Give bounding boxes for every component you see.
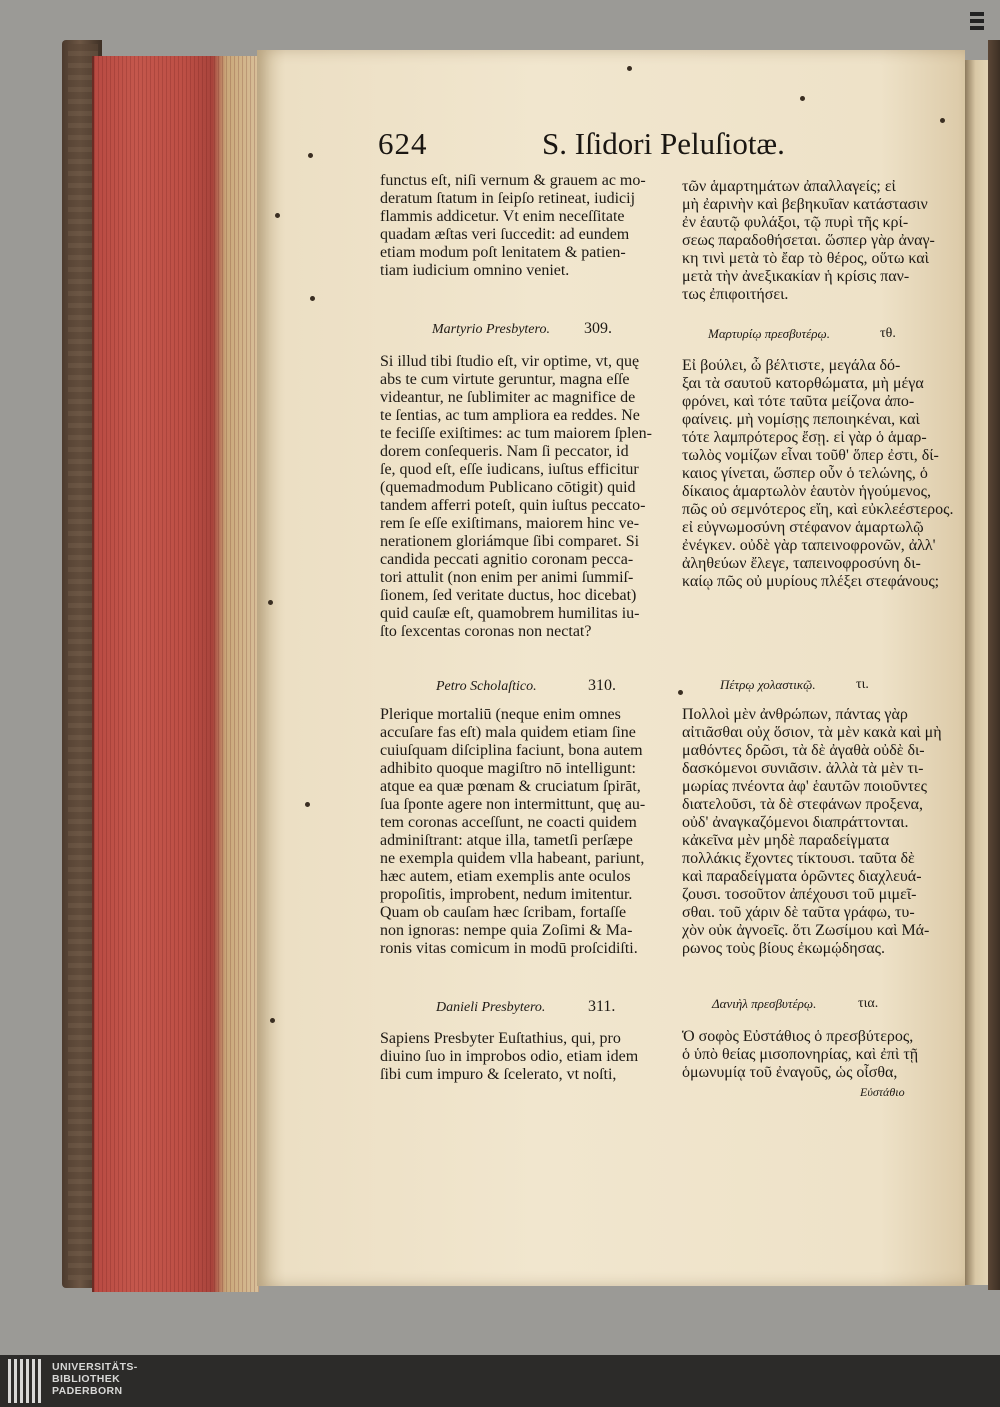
library-name: [52, 1361, 138, 1397]
worm-hole: [270, 1018, 275, 1023]
text-line: φρόνει, καὶ τότε ταῦτα μείζονα ἀπο-: [682, 393, 915, 410]
greek-letter-311-addressee: Δανιὴλ πρεσβυτέρῳ.: [712, 996, 817, 1011]
text-line: ξαι τὰ σαυτοῦ κατορθώματα, μὴ μέγα: [682, 375, 924, 392]
text-line: etiam modum poſt lenitatem & patien-: [380, 244, 626, 261]
text-line: deratum ſtatum in ſeipſo retineat, iudicij: [380, 190, 636, 207]
facing-binding: [988, 40, 1000, 1290]
text-line: non ignoras: nempe quia Zoſimi & Ma-: [380, 922, 633, 939]
text-line: candida peccati agnitio coronam pecca-: [380, 551, 634, 568]
text-line: τως ἐπιφοιτήσει.: [682, 286, 789, 303]
latin-letter-309-heading: [432, 320, 612, 338]
text-line: nerationem gloriámque ſibi comparet. Si: [380, 533, 640, 550]
text-line: accuſare fas eſt) mala quidem etiam ſine: [380, 724, 636, 741]
text-line: ſe, quod eſt, eſſe iudicans, iuſtus efficitur: [380, 461, 639, 478]
text-line: adhibito quoque magiſtro nō intelligunt:: [380, 760, 636, 777]
text-line: κη τινὶ μετὰ τὸ ἔαρ τὸ θέρος, οὕτω καὶ: [682, 250, 929, 267]
text-line: Quam ob cauſam hæc ſcribam, fortaſſe: [380, 904, 627, 921]
worm-hole: [310, 296, 315, 301]
worm-hole: [305, 802, 310, 807]
worm-hole: [940, 118, 945, 123]
text-line: (quemadmodum Publicano cōtigit) quid: [380, 479, 636, 496]
text-line: οὐδ' ἀναγκαζόμενοι διαπράττονται.: [682, 814, 909, 831]
text-line: μὴ ἐαρινὴν καὶ βεβηκυῖαν κατάστασιν: [682, 196, 928, 213]
text-line: dorem conſequeris. Nam ſi peccator, id: [380, 443, 629, 460]
greek-letter-309-number: τθ.: [880, 326, 896, 341]
worm-hole: [678, 690, 683, 695]
text-line: propoſitis, improbent, nedum imitentur.: [380, 886, 633, 903]
text-line: functus eſt, niſi vernum & grauem ac mo-: [380, 172, 646, 189]
library-name-line: UNIVERSITÄTS-: [52, 1361, 138, 1373]
text-line: δασκόμενοι συνιᾶσιν. ἀλλὰ τὰ μὲν τι-: [682, 760, 924, 777]
greek-letter-311-heading: [712, 996, 879, 1012]
latin-letter-311-number: 311.: [588, 998, 616, 1015]
text-line: ne exempla quidem vlla habeant, pariunt,: [380, 850, 645, 867]
text-line: Εἰ βούλει, ὦ βέλτιστε, μεγάλα δό-: [682, 357, 901, 374]
text-line: χὸν οὐκ ἀγνοεῖς. ὅτι Ζωσίμου καὶ Μά-: [682, 922, 930, 939]
text-line: tiam iudicium omnino veniet.: [380, 262, 570, 279]
text-line: diuino ſuo in improbos odio, etiam idem: [380, 1048, 639, 1065]
greek-intro-text: [682, 178, 935, 304]
text-line: tandem afferri poteſt, quin iuſtus peccato-: [380, 497, 646, 514]
latin-letter-309-number: 309.: [584, 320, 612, 337]
worm-hole: [308, 153, 313, 158]
greek-catchword: Εὐστάθιο: [860, 1085, 905, 1099]
library-name-line: PADERBORN: [52, 1385, 123, 1397]
worm-hole: [800, 96, 805, 101]
text-line: αἰτιᾶσθαι οὐχ ὅσιον, τὰ μὲν κακὰ καὶ μὴ: [682, 724, 942, 741]
greek-letter-310-number: τι.: [856, 677, 869, 692]
text-line: Plerique mortaliū (neque enim omnes: [380, 706, 621, 723]
text-line: μαθόντες δρῶσι, τὰ δὲ ἀγαθὰ οὐδὲ δι-: [682, 742, 925, 759]
text-line: te ſentias, ac tum ampliora ea reddes. Ne: [380, 407, 640, 424]
text-line: quid cauſæ eſt, quamobrem humilitas iu-: [380, 605, 640, 622]
text-line: Πολλοὶ μὲν ἀνθρώπων, πάντας γὰρ: [682, 706, 908, 723]
greek-letter-309-addressee: Μαρτυρίῳ πρεσβυτέρῳ.: [708, 326, 830, 341]
red-page-edges: [92, 56, 259, 1292]
text-line: videantur, ne ſublimiter ac magnifice de: [380, 389, 636, 406]
latin-letter-310-heading: [436, 677, 616, 695]
latin-letter-309-text: [380, 353, 668, 641]
text-line: διατελοῦσι, τὰ δὲ στεφάνων προξενα,: [682, 796, 923, 813]
text-line: φαίνεις. μὴ νομίσῃς πεποιηκέναι, καὶ: [682, 411, 920, 428]
library-name-line: BIBLIOTHEK: [52, 1373, 121, 1385]
worm-hole: [627, 66, 632, 71]
latin-letter-310-number: 310.: [588, 677, 616, 694]
worm-hole: [268, 600, 273, 605]
text-line: εἰ εὐγνωμοσύνη στέφανον ἁμαρτωλῷ: [682, 519, 924, 536]
text-line: cuiuſquam diſciplina faciunt, bona autem: [380, 742, 643, 759]
text-line: μετὰ τὴν ἀνεξικακίαν ἡ κρίσις παν-: [682, 268, 910, 285]
library-footer: [0, 1355, 1000, 1407]
text-line: Si illud tibi ſtudio eſt, vir optime, vt, quę: [380, 353, 640, 370]
text-line: ζουσι. τοσοῦτον ἀπέχουσι τοῦ μιμεῖ-: [682, 886, 917, 903]
latin-letter-311-text: [380, 1030, 668, 1084]
library-logo-icon: [8, 1359, 44, 1403]
text-line: ſto ſexcentas coronas non nectat?: [380, 623, 592, 640]
text-line: καίῳ πῶς οὐ μυρίους πλέξει στεφάνους;: [682, 573, 940, 590]
text-line: te feciſſe exiſtimes: ac tum maiorem ſplen-: [380, 425, 652, 442]
greek-letter-310-heading: [720, 677, 869, 693]
latin-intro-text: [380, 172, 668, 280]
text-line: tem coronas acceſſunt, ne coacti quidem: [380, 814, 637, 831]
text-line: rem ſe eſſe exiſtimans, maiorem hinc ve-: [380, 515, 640, 532]
text-line: μωρίας πνέοντα ἀφ' ἑαυτῶν ποιοῦντες: [682, 778, 927, 795]
text-line: πῶς οὐ σεμνότερος εἴη, καὶ εὐκλεέστερος.: [682, 501, 954, 518]
text-line: adminiſtrant: atque illa, tametſi perſæpe: [380, 832, 633, 849]
text-line: ſua ſponte agere non intermittunt, quę au-: [380, 796, 646, 813]
text-line: κἀκεῖνα μὲν μηδὲ παραδείγματα: [682, 832, 890, 849]
text-line: Sapiens Presbyter Euſtathius, qui, pro: [380, 1030, 621, 1047]
worm-hole: [275, 213, 280, 218]
text-line: ὁ ὑπὸ θείας μισοπονηρίας, καὶ ἐπὶ τῇ: [682, 1046, 919, 1063]
scan-scale-marker: [970, 12, 984, 42]
text-line: tori attulit (non enim per animi ſummiſ-: [380, 569, 634, 586]
latin-letter-309-addressee: Martyrio Presbytero.: [432, 322, 550, 337]
latin-letter-310-text: [380, 706, 668, 958]
greek-letter-309-heading: [708, 326, 896, 342]
text-line: ſionem, ſed veritate ductus, hoc dicebat): [380, 587, 637, 604]
greek-letter-309-text: [682, 357, 954, 591]
greek-letter-311-number: τια.: [858, 996, 879, 1011]
page-number: 624: [378, 126, 428, 161]
greek-letter-310-text: [682, 706, 942, 958]
text-line: καιος γίνεται, ὥσπερ οὖν ὁ τελώνης, ὁ: [682, 465, 928, 482]
running-head: [378, 126, 978, 170]
text-line: ὁμωνυμίᾳ τοῦ ἐναγοῦς, ὡς οἶσθα,: [682, 1064, 898, 1081]
text-line: ἀληθεύων ἔλεγε, ταπεινοφροσύνη δι-: [682, 555, 921, 572]
text-line: τότε λαμπρότερος ἔσῃ. εἰ γὰρ ὁ ἁμαρ-: [682, 429, 927, 446]
text-line: ronis vitas comicum in modū proſcidiſti.: [380, 940, 638, 957]
text-line: σθαι. τοῦ χάριν δὲ ταῦτα γράφω, τυ-: [682, 904, 915, 921]
text-line: ἐν ἑαυτῷ φυλάξοι, τῷ πυρὶ τῆς κρί-: [682, 214, 909, 231]
text-line: hæc autem, etiam exemplis ante oculos: [380, 868, 631, 885]
greek-letter-310-addressee: Πέτρῳ χολαστικῷ.: [720, 677, 816, 692]
text-line: quadam æſtas veri ſuccedit: ad eundem: [380, 226, 630, 243]
text-line: πολλάκις ἔχοντες τίκτουσι. ταῦτα δὲ: [682, 850, 915, 867]
text-line: atque ea quæ pœnam & cruciatum ſpirāt,: [380, 778, 641, 795]
latin-letter-311-heading: [436, 998, 616, 1016]
text-line: flammis addicetur. Vt enim neceſſitate: [380, 208, 625, 225]
text-line: καὶ παραδείγματα ὁρῶντες διαχλευά-: [682, 868, 922, 885]
latin-letter-311-addressee: Danieli Presbytero.: [436, 1000, 546, 1015]
text-line: σεως παραδοθήσεται. ὥσπερ γὰρ ἀναγ-: [682, 232, 935, 249]
text-line: δίκαιος ἁμαρτωλὸν ἑαυτὸν ἡγούμενος,: [682, 483, 931, 500]
text-line: τωλὸς νομίζων εἶναι τοῦθ' ὅπερ ἐστι, δί-: [682, 447, 939, 464]
text-line: ſibi cum impuro & ſcelerato, vt noſti,: [380, 1066, 617, 1083]
latin-letter-310-addressee: Petro Scholaſtico.: [436, 679, 537, 694]
running-title: S. Iſidori Peluſiotæ.: [542, 126, 785, 161]
greek-letter-311-text: [682, 1028, 919, 1082]
text-line: Ὁ σοφὸς Εὐστάθιος ὁ πρεσβύτερος,: [682, 1028, 914, 1045]
text-line: abs te cum virtute geruntur, magna eſſe: [380, 371, 630, 388]
text-line: ρωνος τοὺς βίους ἐκωμῴδησας.: [682, 940, 886, 957]
text-line: ἐνέγκεν. οὐδὲ γὰρ ταπεινοφρονῶν, ἀλλ': [682, 537, 936, 554]
text-line: τῶν ἁμαρτημάτων ἀπαλλαγείς; εἰ: [682, 178, 896, 195]
